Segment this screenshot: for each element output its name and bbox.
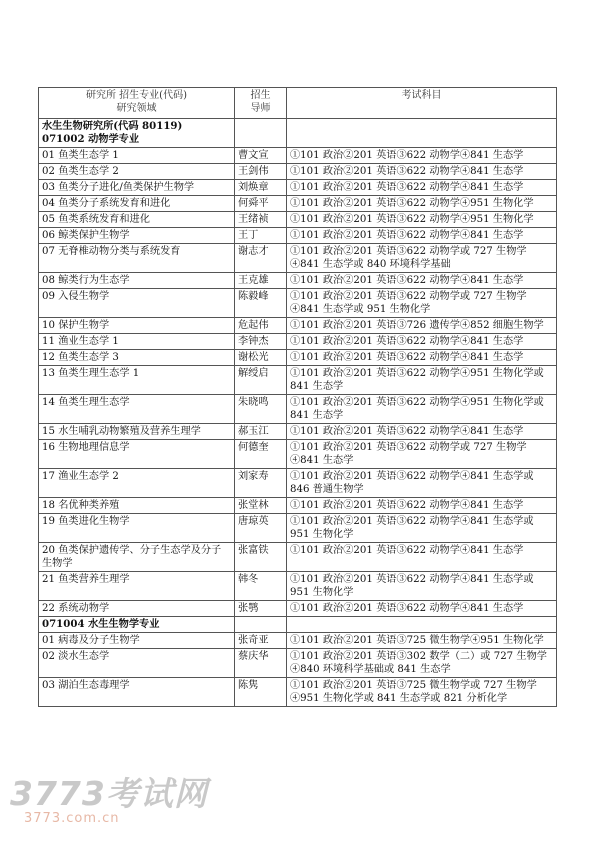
advisor-cell: 陈毅峰 (235, 289, 287, 318)
exam-cell: ①101 政治②201 英语③622 动物学④841 生态学 (287, 498, 557, 514)
table-row (39, 469, 557, 498)
advisor-cell: 韩冬 (235, 572, 287, 601)
exam-cell: ①101 政治②201 英语③622 动物学④841 生态学或 951 生物化学 (287, 572, 557, 601)
table-row (39, 424, 557, 440)
empty-cell (235, 617, 287, 633)
exam-cell: ①101 政治②201 英语③622 动物学④841 生态学 (287, 424, 557, 440)
institute-cell (39, 119, 235, 148)
advisor-cell: 王克雄 (235, 273, 287, 289)
exam-cell: ①101 政治②201 英语③622 动物学或 727 生物学④841 生态学 (287, 440, 557, 469)
field-cell: 19 鱼类进化生物学 (39, 514, 235, 543)
table-row (39, 212, 557, 228)
empty-cell (235, 119, 287, 148)
table-row (39, 514, 557, 543)
header-advisor-cell (235, 88, 287, 119)
table-row (39, 498, 557, 514)
table-row (39, 228, 557, 244)
field-cell: 09 入侵生物学 (39, 289, 235, 318)
section-row-hydrobiology (39, 617, 557, 633)
field-cell: 10 保护生物学 (39, 318, 235, 334)
table-row (39, 366, 557, 395)
advisor-cell: 李钟杰 (235, 334, 287, 350)
field-cell: 01 鱼类生态学 1 (39, 148, 235, 164)
exam-cell: ①101 政治②201 英语③622 动物学④951 生物化学或 841 生态学 (287, 395, 557, 424)
field-cell: 02 鱼类生态学 2 (39, 164, 235, 180)
exam-cell: ①101 政治②201 英语③622 动物学④841 生态学 (287, 180, 557, 196)
exam-cell: ①101 政治②201 英语③622 动物学④841 生态学或 951 生物化学 (287, 514, 557, 543)
field-cell: 11 渔业生态学 1 (39, 334, 235, 350)
field-cell: 05 鱼类系统发育和进化 (39, 212, 235, 228)
advisor-cell: 危起伟 (235, 318, 287, 334)
header-field-cell (39, 88, 235, 119)
advisor-cell: 张鹗 (235, 601, 287, 617)
table-row (39, 572, 557, 601)
advisor-cell: 蔡庆华 (235, 649, 287, 678)
field-cell: 12 鱼类生态学 3 (39, 350, 235, 366)
exam-cell: ①101 政治②201 英语③622 动物学④951 生物化学 (287, 212, 557, 228)
table-row (39, 334, 557, 350)
field-cell: 04 鱼类分子系统发育和进化 (39, 196, 235, 212)
advisor-cell: 王剑伟 (235, 164, 287, 180)
table-row (39, 318, 557, 334)
header-exam-cell: 考试科目 (287, 88, 557, 119)
field-cell: 01 病毒及分子生物学 (39, 633, 235, 649)
admissions-table (38, 87, 557, 707)
advisor-cell: 唐琼英 (235, 514, 287, 543)
field-cell: 14 鱼类生理生态学 (39, 395, 235, 424)
institute-row (39, 119, 557, 148)
advisor-cell: 王丁 (235, 228, 287, 244)
table-row (39, 164, 557, 180)
exam-cell: ①101 政治②201 英语③622 动物学④841 生态学 (287, 148, 557, 164)
advisor-cell: 王绪祯 (235, 212, 287, 228)
table-row (39, 289, 557, 318)
table-row (39, 633, 557, 649)
advisor-cell: 曹文宣 (235, 148, 287, 164)
header-field-line1: 研究所 招生专业(代码) (86, 90, 187, 101)
table-header-row (39, 88, 557, 119)
field-cell: 20 鱼类保护遗传学、分子生态学及分子生物学 (39, 543, 235, 572)
field-cell: 06 鲸类保护生物学 (39, 228, 235, 244)
watermark-url: 3773.com.cn (24, 811, 120, 826)
advisor-cell: 何舜平 (235, 196, 287, 212)
field-cell: 17 渔业生态学 2 (39, 469, 235, 498)
table-row (39, 649, 557, 678)
advisor-cell: 张奇亚 (235, 633, 287, 649)
exam-cell: ①101 政治②201 英语③302 数学（二）或 727 生物学④840 环境科学基础或 841 生态学 (287, 649, 557, 678)
major-title-zoology: 071002 动物学专业 (42, 133, 140, 145)
field-cell: 07 无脊椎动物分类与系统发育 (39, 244, 235, 273)
field-cell: 21 鱼类营养生理学 (39, 572, 235, 601)
advisor-cell: 谢志才 (235, 244, 287, 273)
table-row (39, 180, 557, 196)
advisor-cell: 朱晓鸣 (235, 395, 287, 424)
exam-cell: ①101 政治②201 英语③622 动物学或 727 生物学④841 生态学或 840 环境科学基础 (287, 244, 557, 273)
advisor-cell: 解绶启 (235, 366, 287, 395)
empty-cell (287, 617, 557, 633)
field-cell: 16 生物地理信息学 (39, 440, 235, 469)
advisor-cell: 谢松光 (235, 350, 287, 366)
watermark (10, 768, 208, 828)
table-row (39, 350, 557, 366)
table-row (39, 196, 557, 212)
table-row (39, 148, 557, 164)
exam-cell: ①101 政治②201 英语③622 动物学④951 生物化学 (287, 196, 557, 212)
advisor-cell: 何德奎 (235, 440, 287, 469)
table-row (39, 395, 557, 424)
field-cell: 02 淡水生态学 (39, 649, 235, 678)
header-advisor-line1: 招生 (250, 90, 271, 101)
field-cell: 22 系统动物学 (39, 601, 235, 617)
table-row (39, 601, 557, 617)
exam-cell: ①101 政治②201 英语③622 动物学④841 生态学 (287, 601, 557, 617)
table-row (39, 273, 557, 289)
advisor-cell: 刘家寿 (235, 469, 287, 498)
header-field-line2: 研究领域 (116, 103, 157, 114)
exam-cell: ①101 政治②201 英语③622 动物学或 727 生物学④841 生态学或 951 生物化学 (287, 289, 557, 318)
field-cell: 18 名优种类养殖 (39, 498, 235, 514)
field-cell: 08 鲸类行为生态学 (39, 273, 235, 289)
table-row (39, 543, 557, 572)
major-title-hydrobiology: 071004 水生生物学专业 (39, 617, 235, 633)
exam-cell: ①101 政治②201 英语③622 动物学④841 生态学 (287, 273, 557, 289)
field-cell: 13 鱼类生理生态学 1 (39, 366, 235, 395)
table-row (39, 244, 557, 273)
exam-cell: ①101 政治②201 英语③622 动物学④841 生态学 (287, 543, 557, 572)
field-cell: 03 湖泊生态毒理学 (39, 678, 235, 707)
exam-cell: ①101 政治②201 英语③622 动物学④841 生态学 (287, 350, 557, 366)
exam-cell: ①101 政治②201 英语③725 微生物学或 727 生物学④951 生物化学或 841 生态学或 821 分析化学 (287, 678, 557, 707)
table-row (39, 440, 557, 469)
advisor-cell: 郝玉江 (235, 424, 287, 440)
table-row (39, 678, 557, 707)
field-cell: 03 鱼类分子进化/鱼类保护生物学 (39, 180, 235, 196)
advisor-cell: 刘焕章 (235, 180, 287, 196)
exam-cell: ①101 政治②201 英语③622 动物学④841 生态学 (287, 164, 557, 180)
advisor-cell: 张富铁 (235, 543, 287, 572)
watermark-logo: 3773考试网 (10, 774, 208, 813)
empty-cell (287, 119, 557, 148)
exam-cell: ①101 政治②201 英语③622 动物学④841 生态学 (287, 334, 557, 350)
exam-cell: ①101 政治②201 英语③622 动物学④951 生物化学或 841 生态学 (287, 366, 557, 395)
exam-cell: ①101 政治②201 英语③725 微生物学④951 生物化学 (287, 633, 557, 649)
advisor-cell: 陈隽 (235, 678, 287, 707)
institute-title: 水生生物研究所(代码 80119) (42, 120, 183, 132)
advisor-cell: 张堂林 (235, 498, 287, 514)
field-cell: 15 水生哺乳动物繁殖及营养生理学 (39, 424, 235, 440)
exam-cell: ①101 政治②201 英语③726 遗传学④852 细胞生物学 (287, 318, 557, 334)
exam-cell: ①101 政治②201 英语③622 动物学④841 生态学或 846 普通生物学 (287, 469, 557, 498)
exam-cell: ①101 政治②201 英语③622 动物学④841 生态学 (287, 228, 557, 244)
header-advisor-line2: 导师 (250, 103, 271, 114)
